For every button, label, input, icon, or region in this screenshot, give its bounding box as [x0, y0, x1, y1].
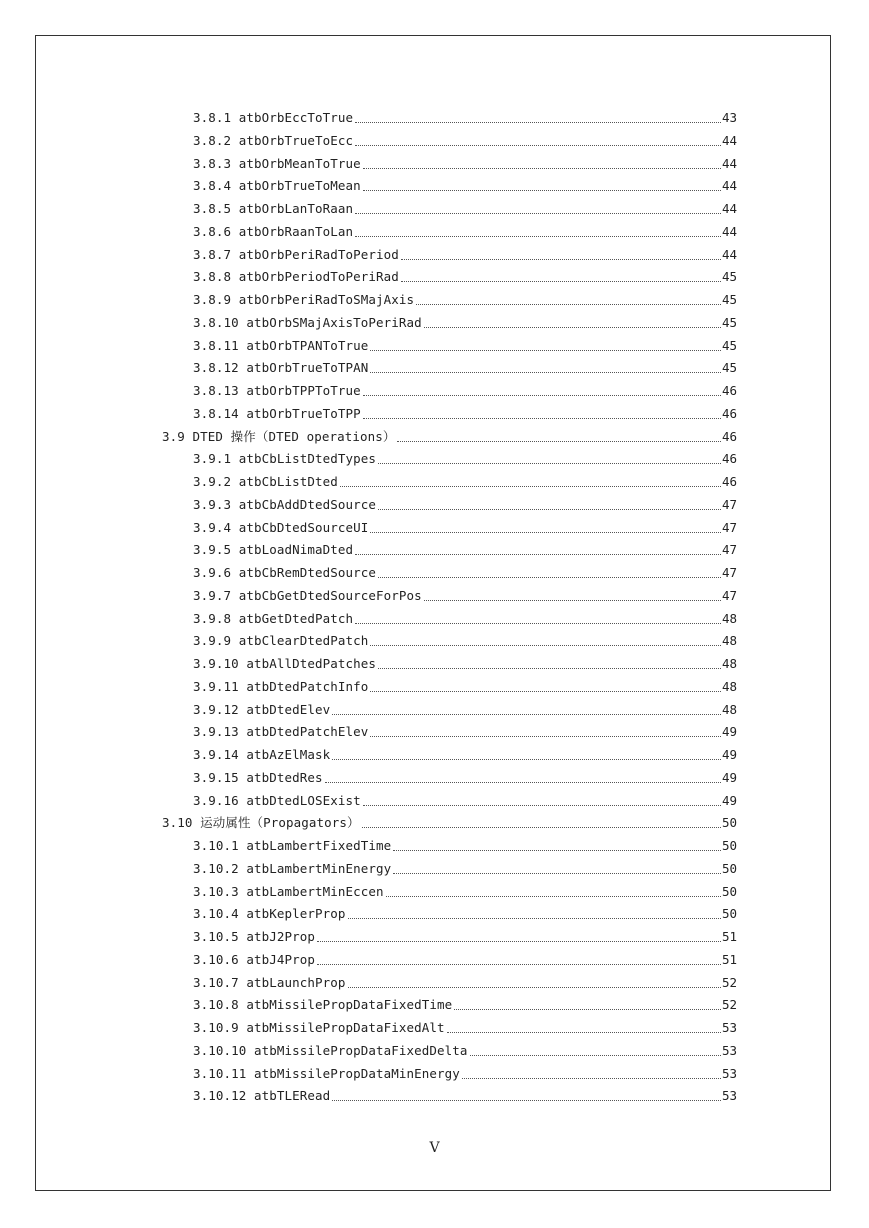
toc-entry-title: atbLaunchProp: [246, 974, 346, 990]
toc-subsection-entry[interactable]: [193, 1016, 737, 1036]
toc-page-number: 53: [721, 1088, 737, 1104]
toc-entry-title: atbMissilePropDataFixedAlt: [246, 1020, 445, 1035]
toc-dot-leader: [332, 713, 721, 715]
toc-subsection-entry[interactable]: [193, 493, 737, 513]
page-number: V: [429, 1140, 440, 1156]
toc-subsection-entry[interactable]: [193, 629, 737, 649]
toc-entry-title: atbOrbLanToRaan: [238, 201, 354, 216]
toc-dot-leader: [355, 144, 721, 146]
toc-entry-label: [162, 429, 395, 445]
toc-entry-title: atbOrbPeriRadToPeriod: [238, 246, 399, 262]
toc-subsection-entry[interactable]: [193, 129, 737, 149]
toc-entry-title: atbDtedPatchElev: [246, 724, 369, 740]
toc-entry-label: [193, 838, 391, 854]
toc-entry-label: [193, 338, 368, 354]
toc-page-number: 49: [721, 747, 737, 762]
toc-entry-title: atbLoadNimaDted: [238, 542, 354, 558]
toc-entry-spacer: [231, 269, 239, 284]
toc-entry-label: [193, 588, 422, 604]
toc-entry-label: [193, 1043, 468, 1059]
toc-subsection-entry[interactable]: [193, 584, 737, 604]
toc-dot-leader: [378, 576, 721, 578]
toc-page-number: 46: [721, 383, 737, 398]
toc-entry-number: 3.9.6: [193, 565, 232, 580]
toc-entry-label: [193, 224, 353, 240]
toc-entry-spacer: [231, 497, 239, 512]
toc-entry-number: 3.9.5: [193, 542, 232, 558]
toc-entry-title: atbCbAddDtedSource: [238, 496, 377, 512]
toc-entry-number: 3.10.1: [193, 838, 239, 853]
toc-entry-number: 3.10.3: [193, 883, 239, 899]
toc-entry-title: atbAllDtedPatches: [246, 656, 377, 671]
toc-entry-spacer: [193, 815, 201, 830]
toc-page-number: 49: [721, 769, 737, 785]
toc-dot-leader: [332, 1099, 721, 1101]
toc-page-number: 53: [721, 1065, 737, 1081]
toc-subsection-entry[interactable]: [193, 379, 737, 399]
toc-entry-label: [193, 770, 323, 786]
toc-entry-number: 3.8.7: [193, 246, 232, 262]
toc-entry-label: [193, 110, 353, 126]
toc-page-number: 50: [721, 860, 737, 876]
toc-entry-title: atbOrbTrueToEcc: [238, 132, 354, 148]
toc-entry-label: [193, 724, 368, 740]
toc-entry-title: atbMissilePropDataMinEnergy: [254, 1065, 460, 1081]
toc-dot-leader: [397, 440, 720, 442]
toc-entry-title: atbMissilePropDataFixedTime: [246, 997, 453, 1013]
toc-page-number: 44: [721, 223, 737, 239]
toc-subsection-entry[interactable]: [193, 334, 737, 354]
toc-entry-number: 3.9.10: [193, 656, 239, 671]
toc-entry-title: atbJ4Prop: [246, 951, 316, 967]
toc-entry-number: 3.9.14: [193, 747, 239, 762]
toc-entry-title: atbMissilePropDataFixedDelta: [254, 1042, 468, 1058]
toc-page-number: 50: [721, 838, 737, 853]
toc-dot-leader: [462, 1077, 721, 1079]
toc-dot-leader: [332, 758, 721, 760]
toc-entry-number: 3.9.12: [193, 701, 239, 717]
toc-entry-title: atbLambertFixedTime: [246, 838, 392, 853]
toc-page-number: 47: [721, 519, 737, 535]
toc-entry-label: [193, 861, 391, 877]
toc-entry-title: atbCbDtedSourceUI: [238, 519, 369, 535]
toc-entry-number: 3.8.2: [193, 132, 232, 148]
toc-subsection-entry[interactable]: [193, 743, 737, 763]
toc-dot-leader: [348, 917, 721, 919]
toc-entry-spacer: [231, 588, 239, 603]
toc-dot-leader: [355, 212, 721, 214]
toc-entry-label: [193, 247, 399, 263]
toc-entry-label: [193, 565, 376, 581]
toc-subsection-entry[interactable]: [193, 857, 737, 877]
toc-page-number: 46: [721, 451, 737, 467]
toc-entry-title: 运动属性（Propagators）: [200, 815, 360, 831]
toc-entry-title: atbGetDtedPatch: [238, 610, 354, 626]
toc-dot-leader: [378, 462, 721, 464]
toc-page-number: 48: [721, 633, 737, 649]
toc-dot-leader: [348, 986, 721, 988]
toc-dot-leader: [355, 553, 721, 555]
toc-subsection-entry[interactable]: [193, 766, 737, 786]
toc-subsection-entry[interactable]: [193, 265, 737, 285]
toc-entry-label: [193, 611, 353, 627]
toc-dot-leader: [370, 349, 721, 351]
toc-entry-label: [193, 747, 330, 763]
toc-subsection-entry[interactable]: [193, 516, 737, 536]
toc-dot-leader: [393, 849, 721, 851]
toc-section-entry[interactable]: [162, 425, 737, 445]
toc-page-number: 45: [721, 360, 737, 376]
toc-page-number: 47: [721, 565, 737, 580]
toc-dot-leader: [340, 485, 721, 487]
toc-page-number: 48: [721, 610, 737, 626]
toc-entry-label: [193, 292, 414, 308]
toc-entry-title: atbOrbTrueToMean: [238, 178, 361, 194]
toc-entry-label: [162, 815, 360, 831]
toc-page-number: 47: [721, 496, 737, 512]
toc-subsection-entry[interactable]: [193, 288, 737, 308]
toc-entry-spacer: [231, 520, 239, 535]
toc-entry-label: [193, 884, 384, 900]
toc-entry-spacer: [231, 201, 239, 216]
toc-entry-spacer: [231, 110, 239, 125]
toc-entry-number: 3.9.15: [193, 769, 239, 785]
toc-entry-label: [193, 633, 368, 649]
toc-entry-label: [193, 656, 376, 672]
toc-entry-label: [193, 269, 399, 285]
toc-entry-number: 3.8.1: [193, 110, 232, 125]
toc-entry-title: atbOrbTrueToTPAN: [246, 360, 369, 376]
toc-subsection-entry[interactable]: [193, 1039, 737, 1059]
toc-subsection-entry[interactable]: [193, 789, 737, 809]
toc-entry-title: atbKeplerProp: [246, 906, 346, 922]
toc-page-number: 48: [721, 701, 737, 717]
toc-page-number: 44: [721, 132, 737, 148]
toc-entry-number: 3.9.8: [193, 610, 232, 626]
toc-page-number: 44: [721, 201, 737, 216]
toc-page-number: 49: [721, 792, 737, 808]
toc-page-number: 44: [721, 246, 737, 262]
toc-entry-label: [193, 1066, 460, 1082]
toc-page-number: 47: [721, 542, 737, 558]
toc-entry-number: 3.10.7: [193, 974, 239, 990]
toc-subsection-entry[interactable]: [193, 174, 737, 194]
toc-section-entry[interactable]: [162, 811, 737, 831]
toc-entry-title: DTED 操作（DTED operations）: [192, 428, 396, 444]
toc-entry-title: atbClearDtedPatch: [238, 633, 369, 649]
toc-subsection-entry[interactable]: [193, 652, 737, 672]
toc-entry-spacer: [231, 224, 239, 239]
toc-entry-title: atbCbListDted: [238, 474, 338, 489]
toc-page-number: 45: [721, 292, 737, 307]
toc-entry-title: atbOrbSMajAxisToPeriRad: [246, 314, 422, 330]
toc-subsection-entry[interactable]: [193, 402, 737, 422]
toc-entry-number: 3.9: [162, 428, 185, 444]
toc-entry-title: atbLambertMinEccen: [246, 883, 384, 899]
toc-entry-title: atbCbGetDtedSourceForPos: [238, 587, 422, 603]
toc-dot-leader: [416, 303, 721, 305]
toc-entry-number: 3.10: [162, 815, 193, 831]
toc-page-number: 44: [721, 155, 737, 171]
toc-entry-number: 3.8.13: [193, 383, 239, 398]
toc-entry-spacer: [231, 565, 239, 580]
toc-entry-spacer: [231, 292, 239, 307]
toc-entry-label: [193, 178, 361, 194]
toc-dot-leader: [363, 394, 721, 396]
toc-entry-title: atbLambertMinEnergy: [246, 860, 392, 876]
toc-dot-leader: [370, 531, 721, 533]
toc-subsection-entry[interactable]: [193, 948, 737, 968]
toc-dot-leader: [363, 189, 721, 191]
toc-subsection-entry[interactable]: [193, 607, 737, 627]
toc-entry-label: [193, 793, 361, 809]
toc-entry-number: 3.8.9: [193, 292, 232, 307]
toc-entry-label: [193, 1088, 330, 1104]
toc-dot-leader: [370, 644, 721, 646]
toc-entry-number: 3.8.3: [193, 155, 232, 171]
toc-entry-label: [193, 952, 315, 968]
toc-entry-label: [193, 156, 361, 172]
toc-entry-number: 3.9.13: [193, 724, 239, 740]
toc-entry-number: 3.10.5: [193, 929, 239, 944]
toc-dot-leader: [378, 508, 721, 510]
toc-page-number: 46: [721, 474, 737, 489]
toc-page-number: 53: [721, 1042, 737, 1058]
toc-entry-spacer: [231, 633, 239, 648]
toc-entry-number: 3.10.2: [193, 860, 239, 876]
toc-entry-label: [193, 383, 361, 399]
toc-dot-leader: [401, 258, 721, 260]
toc-entry-label: [193, 474, 338, 490]
toc-dot-leader: [362, 826, 721, 828]
toc-entry-number: 3.10.8: [193, 997, 239, 1013]
toc-subsection-entry[interactable]: [193, 1062, 737, 1082]
toc-entry-number: 3.8.4: [193, 178, 232, 194]
toc-entry-label: [193, 679, 368, 695]
toc-subsection-entry[interactable]: [193, 197, 737, 217]
toc-subsection-entry[interactable]: [193, 152, 737, 172]
toc-subsection-entry[interactable]: [193, 902, 737, 922]
toc-entry-spacer: [231, 611, 239, 626]
toc-dot-leader: [470, 1054, 721, 1056]
toc-page-number: 52: [721, 974, 737, 990]
toc-dot-leader: [454, 1008, 721, 1010]
toc-entry-label: [193, 360, 368, 376]
toc-dot-leader: [370, 735, 721, 737]
toc-subsection-entry[interactable]: [193, 243, 737, 263]
toc-entry-number: 3.9.9: [193, 633, 232, 649]
toc-entry-title: atbOrbPeriRadToSMajAxis: [238, 292, 415, 307]
toc-dot-leader: [325, 781, 721, 783]
toc-dot-leader: [355, 235, 721, 237]
toc-entry-spacer: [246, 1088, 254, 1103]
toc-entry-spacer: [231, 133, 239, 148]
toc-dot-leader: [370, 690, 721, 692]
toc-page-number: 47: [721, 587, 737, 603]
toc-dot-leader: [401, 280, 721, 282]
toc-dot-leader: [363, 417, 721, 419]
toc-subsection-entry[interactable]: [193, 720, 737, 740]
toc-entry-number: 3.9.11: [193, 678, 239, 694]
toc-entry-number: 3.9.7: [193, 587, 232, 603]
toc-subsection-entry[interactable]: [193, 834, 737, 854]
toc-dot-leader: [393, 872, 721, 874]
toc-subsection-entry[interactable]: [193, 561, 737, 581]
toc-entry-number: 3.8.5: [193, 201, 232, 216]
toc-dot-leader: [363, 804, 721, 806]
toc-entry-label: [193, 406, 361, 422]
toc-subsection-entry[interactable]: [193, 470, 737, 490]
toc-dot-leader: [424, 599, 721, 601]
toc-page-number: 53: [721, 1020, 737, 1035]
toc-entry-number: 3.10.10: [193, 1042, 247, 1058]
toc-dot-leader: [424, 326, 721, 328]
toc-entry-title: atbOrbTrueToTPP: [246, 405, 361, 421]
toc-entry-spacer: [246, 1043, 254, 1058]
toc-entry-title: atbDtedRes: [246, 769, 323, 785]
toc-entry-label: [193, 702, 330, 718]
toc-entry-label: [193, 201, 353, 217]
toc-entry-number: 3.10.4: [193, 906, 239, 922]
toc-entry-number: 3.10.11: [193, 1065, 247, 1081]
toc-entry-label: [193, 497, 376, 513]
toc-entry-title: atbAzElMask: [246, 747, 331, 762]
toc-entry-title: atbOrbMeanToTrue: [238, 155, 361, 171]
toc-dot-leader: [363, 167, 721, 169]
toc-entry-spacer: [185, 429, 193, 444]
toc-entry-number: 3.10.9: [193, 1020, 239, 1035]
toc-dot-leader: [317, 940, 721, 942]
toc-entry-title: atbDtedPatchInfo: [246, 678, 369, 694]
toc-dot-leader: [386, 895, 721, 897]
toc-entry-number: 3.9.2: [193, 474, 232, 489]
toc-entry-label: [193, 975, 346, 991]
toc-entry-title: atbOrbTPANToTrue: [246, 337, 369, 353]
toc-dot-leader: [355, 121, 721, 123]
toc-page-number: 51: [721, 929, 737, 944]
toc-subsection-entry[interactable]: [193, 698, 737, 718]
toc-entry-label: [193, 997, 452, 1013]
toc-dot-leader: [355, 622, 721, 624]
toc-subsection-entry[interactable]: [193, 971, 737, 991]
toc-entry-title: atbOrbPeriodToPeriRad: [238, 269, 399, 285]
toc-entry-title: atbOrbRaanToLan: [238, 223, 354, 239]
toc-page-number: 52: [721, 997, 737, 1013]
toc-subsection-entry[interactable]: [193, 993, 737, 1013]
toc-page-number: 50: [721, 815, 737, 831]
toc-entry-title: atbOrbEccToTrue: [238, 110, 354, 125]
toc-entry-number: 3.9.3: [193, 496, 232, 512]
toc-entry-label: [193, 1020, 445, 1036]
toc-entry-title: atbTLERead: [254, 1088, 331, 1104]
toc-page-number: 45: [721, 314, 737, 330]
toc-dot-leader: [378, 667, 721, 669]
toc-subsection-entry[interactable]: [193, 1084, 737, 1104]
toc-entry-number: 3.9.4: [193, 519, 232, 535]
toc-entry-label: [193, 906, 346, 922]
toc-entry-label: [193, 929, 315, 945]
toc-entry-label: [193, 451, 376, 467]
toc-entry-number: 3.10.12: [193, 1088, 247, 1104]
toc-subsection-entry[interactable]: [193, 925, 737, 945]
toc-dot-leader: [370, 371, 721, 373]
toc-entry-number: 3.10.6: [193, 951, 239, 967]
toc-dot-leader: [317, 963, 721, 965]
toc-entry-spacer: [231, 451, 239, 466]
toc-page-number: 46: [721, 428, 737, 444]
toc-entry-title: atbJ2Prop: [246, 929, 316, 944]
toc-page-number: 48: [721, 656, 737, 671]
toc-entry-spacer: [231, 474, 239, 489]
toc-entry-number: 3.8.11: [193, 337, 239, 353]
toc-page-number: 43: [721, 110, 737, 125]
toc-subsection-entry[interactable]: [193, 106, 737, 126]
toc-subsection-entry[interactable]: [193, 220, 737, 240]
toc-entry-title: atbDtedLOSExist: [246, 792, 361, 808]
toc-subsection-entry[interactable]: [193, 538, 737, 558]
toc-entry-number: 3.9.16: [193, 792, 239, 808]
toc-subsection-entry[interactable]: [193, 356, 737, 376]
toc-entry-number: 3.8.14: [193, 405, 239, 421]
toc-entry-spacer: [231, 178, 239, 193]
toc-entry-spacer: [231, 542, 239, 557]
toc-entry-number: 3.8.6: [193, 223, 232, 239]
toc-page-number: 45: [721, 337, 737, 353]
toc-page-number: 49: [721, 724, 737, 740]
toc-dot-leader: [447, 1031, 721, 1033]
toc-entry-label: [193, 315, 422, 331]
toc-entry-number: 3.8.12: [193, 360, 239, 376]
toc-page-number: 51: [721, 951, 737, 967]
toc-entry-spacer: [246, 1066, 254, 1081]
toc-entry-spacer: [231, 156, 239, 171]
toc-page-number: 45: [721, 269, 737, 285]
toc-entry-number: 3.8.8: [193, 269, 232, 285]
toc-subsection-entry[interactable]: [193, 880, 737, 900]
toc-entry-title: atbDtedElev: [246, 701, 331, 717]
toc-entry-number: 3.8.10: [193, 314, 239, 330]
toc-subsection-entry[interactable]: [193, 311, 737, 331]
toc-entry-label: [193, 133, 353, 149]
toc-entry-title: atbCbListDtedTypes: [238, 451, 377, 467]
toc-page-number: 44: [721, 178, 737, 194]
toc-entry-label: [193, 542, 353, 558]
toc-page-number: 48: [721, 678, 737, 694]
toc-entry-spacer: [231, 247, 239, 262]
toc-page-number: 46: [721, 405, 737, 421]
toc-entry-title: atbCbRemDtedSource: [238, 565, 377, 580]
toc-entry-label: [193, 520, 368, 536]
toc-page-number: 50: [721, 883, 737, 899]
toc-subsection-entry[interactable]: [193, 447, 737, 467]
toc-page-number: 50: [721, 906, 737, 922]
toc-entry-number: 3.9.1: [193, 451, 232, 467]
toc-entry-title: atbOrbTPPToTrue: [246, 383, 361, 398]
toc-subsection-entry[interactable]: [193, 675, 737, 695]
